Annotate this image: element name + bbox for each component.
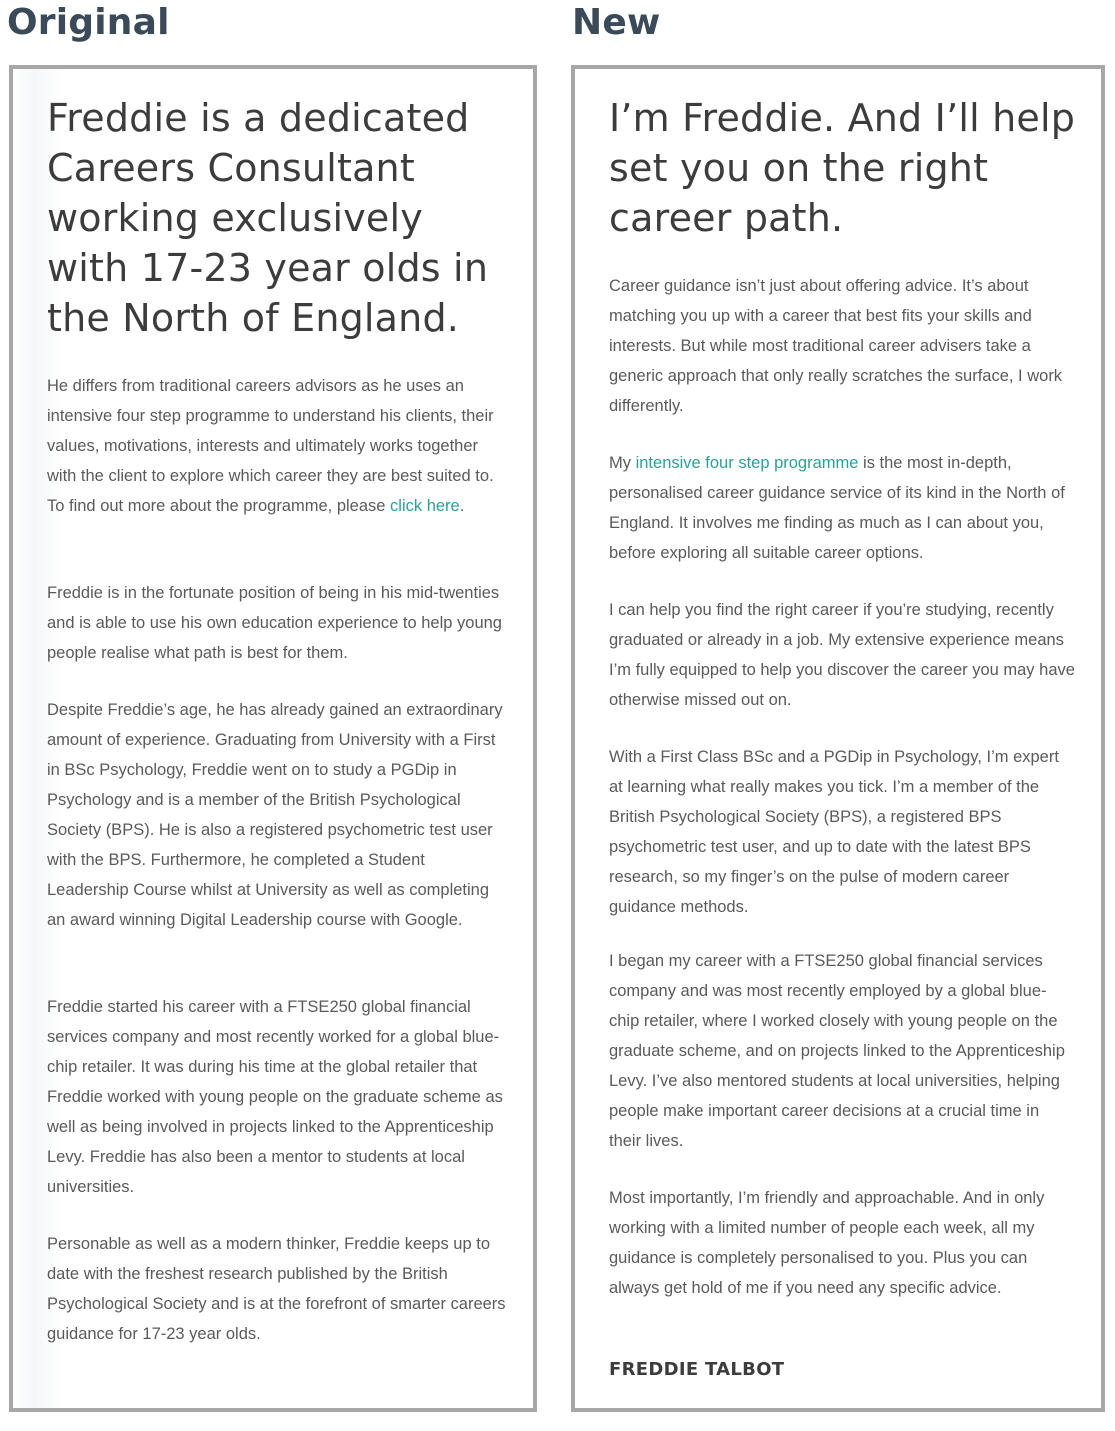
original-paragraph-4: Freddie started his career with a FTSE250 global financial services company and most recently worked for a global blue-chip retailer. It was during his time at the global retailer that Freddie worked with young people on the graduate scheme as well as being involved in projects linked to the Apprenticeship Levy. Freddie has also been a mentor to students at local universities. [47, 998, 503, 1196]
signature-name: FREDDIE TALBOT [609, 1359, 785, 1380]
new-paragraph-4: With a First Class BSc and a PGDip in Psychology, I’m expert at learning what really makes you tick. I’m a member of the British Psychological Society (BPS), a registered BPS psychometric test user, and up to date with the latest BPS research, so my finger’s on the pulse of modern career guidance methods. [609, 748, 1059, 916]
original-paragraph-2: Freddie is in the fortunate position of being in his mid-twenties and is able to use his own education experience to help young people realise what path is best for them. [47, 584, 502, 662]
new-paragraph-2-start: My [609, 454, 636, 472]
original-paragraph-1-text: He differs from traditional careers advisors as he uses an intensive four step programme to understand his clients, their values, motivations, interests and ultimately works together with the client to explore which career they are best suited to. To find out more about the programme, please [47, 377, 494, 515]
original-paragraph-3: Despite Freddie’s age, he has already gained an extraordinary amount of experience. Graduating from University with a First in BSc Psychology, Freddie went on to study a PGDip in Psychology and is a member of the British Psychological Society (BPS). He is also a registered psychometric test user with the BPS. Furthermore, he completed a Student Leadership Course whilst at University as well as completing an award winning Digital Leadership course with Google. [47, 701, 503, 929]
new-paragraph-1: Career guidance isn’t just about offering advice. It’s about matching you up with a career that best fits your skills and interests. But while most traditional career advisers take a generic approach that only really scratches the surface, I work differently. [609, 277, 1063, 415]
new-paragraph-2 [609, 448, 1075, 568]
original-column-label: Original [7, 2, 170, 43]
original-heading: Freddie is a dedicated Careers Consultant working exclusively with 17-23 year olds in the North of England. [47, 96, 489, 340]
new-paragraph-5: I began my career with a FTSE250 global financial services company and was most recently employed by a global blue-chip retailer, where I worked closely with young people on the graduate scheme, and on projects linked to the Apprenticeship Levy. I’ve also mentored students at local universities, helping people make important career decisions at a crucial time in their lives. [609, 952, 1065, 1150]
new-paragraph-3: I can help you find the right career if you’re studying, recently graduated or already in a job. My extensive experience means I’m fully equipped to help you discover the career you may have otherwise missed out on. [609, 601, 1075, 709]
new-column-label: New [572, 2, 661, 43]
new-heading: I’m Freddie. And I’ll help set you on the right career path. [609, 96, 1076, 240]
original-paragraph-1-end: . [459, 497, 465, 515]
new-copy-panel [571, 65, 1105, 1412]
original-copy-panel [9, 65, 537, 1412]
new-paragraph-2-rest: is the most in-depth, personalised career guidance service of its kind in the North of England. It involves me finding as much as I can about you, before exploring all suitable career options. [609, 454, 1065, 562]
click-here-link[interactable]: click here [390, 497, 460, 515]
original-paragraph-1 [47, 371, 509, 521]
intensive-programme-link[interactable]: intensive four step programme [635, 454, 859, 472]
new-paragraph-6: Most importantly, I’m friendly and approachable. And in only working with a limited number of people each week, all my guidance is completely personalised to you. Plus you can always get hold of me if you need any specific advice. [609, 1189, 1045, 1297]
original-paragraph-5: Personable as well as a modern thinker, Freddie keeps up to date with the freshest research published by the British Psychological Society and is at the forefront of smarter careers guidance for 17-23 year olds. [47, 1235, 506, 1343]
